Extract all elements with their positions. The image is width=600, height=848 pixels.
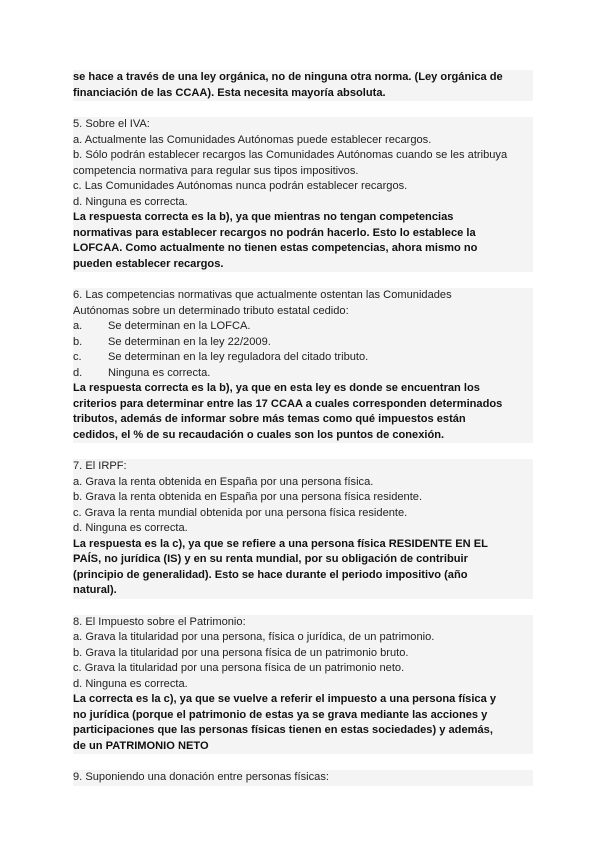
option-text: Se determinan en la LOFCA. xyxy=(108,320,251,332)
question-6-title: Autónomas sobre un determinado tributo estatal cedido: xyxy=(73,304,349,317)
question-7-option: d. Ninguna es correcta. xyxy=(73,522,188,534)
question-8-answer: de un PATRIMONIO NETO xyxy=(73,739,209,752)
option-letter: c. xyxy=(73,351,82,363)
option-text: Ninguna es correcta. xyxy=(108,366,211,379)
option-letter: d. xyxy=(73,366,83,379)
question-7-option: b. Grava la renta obtenida en España por una persona física residente. xyxy=(73,491,423,503)
question-6-title: 6. Las competencias normativas que actualmente ostentan las Comunidades xyxy=(73,289,452,301)
question-8-answer: La correcta es la c), ya que se vuelve a referir el impuesto a una persona física y xyxy=(73,693,496,705)
document-content xyxy=(73,70,533,786)
question-6-option xyxy=(73,350,533,366)
question-5-option: competencia normativa para regular sus tipos impositivos. xyxy=(73,164,359,177)
question-8-option: c. Grava la titularidad por una persona física de un patrimonio neto. xyxy=(73,662,405,674)
question-6 xyxy=(73,288,533,443)
question-8-answer: participaciones que las personas físicas tienen en estas sociedades) y además, xyxy=(73,724,493,736)
question-6-answer: tributos, además de informar sobre más temas como qué impuestos están xyxy=(73,413,466,425)
question-6-option xyxy=(73,335,533,351)
question-6-answer: criterios para determinar entre las 17 CCAA a cuales corresponden determinados xyxy=(73,397,503,410)
question-5-option: a. Actualmente las Comunidades Autónomas puede establecer recargos. xyxy=(73,133,432,146)
question-5-answer: LOFCAA. Como actualmente no tienen estas competencias, ahora mismo no xyxy=(73,242,478,254)
intro-line: se hace a través de una ley orgánica, no de ninguna otra norma. (Ley orgánica de xyxy=(73,71,503,83)
question-7-answer: (principio de generalidad). Esto se hace durante el periodo impositivo (año xyxy=(73,568,468,581)
option-letter: a. xyxy=(73,320,83,332)
question-6-answer: cedidos, el % de su recaudación o cuales son los puntos de conexión. xyxy=(73,428,445,441)
question-7-answer: PAÍS, no jurídica (IS) y en su renta mundial, por su obligación de contribuir xyxy=(73,553,468,565)
question-5-answer: pueden establecer recargos. xyxy=(73,257,224,270)
question-7-answer: La respuesta es la c), ya que se refiere a una persona física RESIDENTE EN EL xyxy=(73,537,488,550)
question-7-option: c. Grava la renta mundial obtenida por una persona física residente. xyxy=(73,506,408,519)
question-5-option: b. Sólo podrán establecer recargos las Comunidades Autónomas cuando se les atribuya xyxy=(73,149,508,161)
question-9 xyxy=(73,770,533,786)
option-letter: b. xyxy=(73,335,83,348)
question-5-option: c. Las Comunidades Autónomas nunca podrán establecer recargos. xyxy=(73,180,408,192)
intro-block xyxy=(73,70,533,101)
question-7 xyxy=(73,459,533,599)
question-5-title: 5. Sobre el IVA: xyxy=(73,118,150,130)
question-7-title: 7. El IRPF: xyxy=(73,460,127,472)
question-5 xyxy=(73,117,533,272)
question-8-answer: no jurídica (porque el patrimonio de estas ya se grava mediante las acciones y xyxy=(73,708,488,721)
question-8-title: 8. El Impuesto sobre el Patrimonio: xyxy=(73,615,246,628)
intro-line: financiación de las CCAA). Esta necesita mayoría absoluta. xyxy=(73,86,386,99)
question-8-option: a. Grava la titularidad por una persona, física o jurídica, de un patrimonio. xyxy=(73,631,435,643)
question-5-answer: La respuesta correcta es la b), ya que mientras no tengan competencias xyxy=(73,211,454,223)
question-7-option: a. Grava la renta obtenida en España por una persona física. xyxy=(73,475,374,488)
question-5-answer: normativas para establecer recargos no podrán hacerlo. Esto lo establece la xyxy=(73,226,476,239)
question-9-title: 9. Suponiendo una donación entre personas físicas: xyxy=(73,771,329,783)
question-8-option: b. Grava la titularidad por una persona física de un patrimonio bruto. xyxy=(73,646,409,659)
question-6-answer: La respuesta correcta es la b), ya que en esta ley es donde se encuentran los xyxy=(73,382,480,394)
option-text: Se determinan en la ley 22/2009. xyxy=(108,335,271,348)
question-8 xyxy=(73,615,533,755)
option-text: Se determinan en la ley reguladora del citado tributo. xyxy=(108,351,369,363)
question-6-option xyxy=(73,366,533,382)
question-5-option: d. Ninguna es correcta. xyxy=(73,195,188,208)
question-8-option: d. Ninguna es correcta. xyxy=(73,677,188,690)
question-6-option xyxy=(73,319,533,335)
question-7-answer: natural). xyxy=(73,584,117,596)
